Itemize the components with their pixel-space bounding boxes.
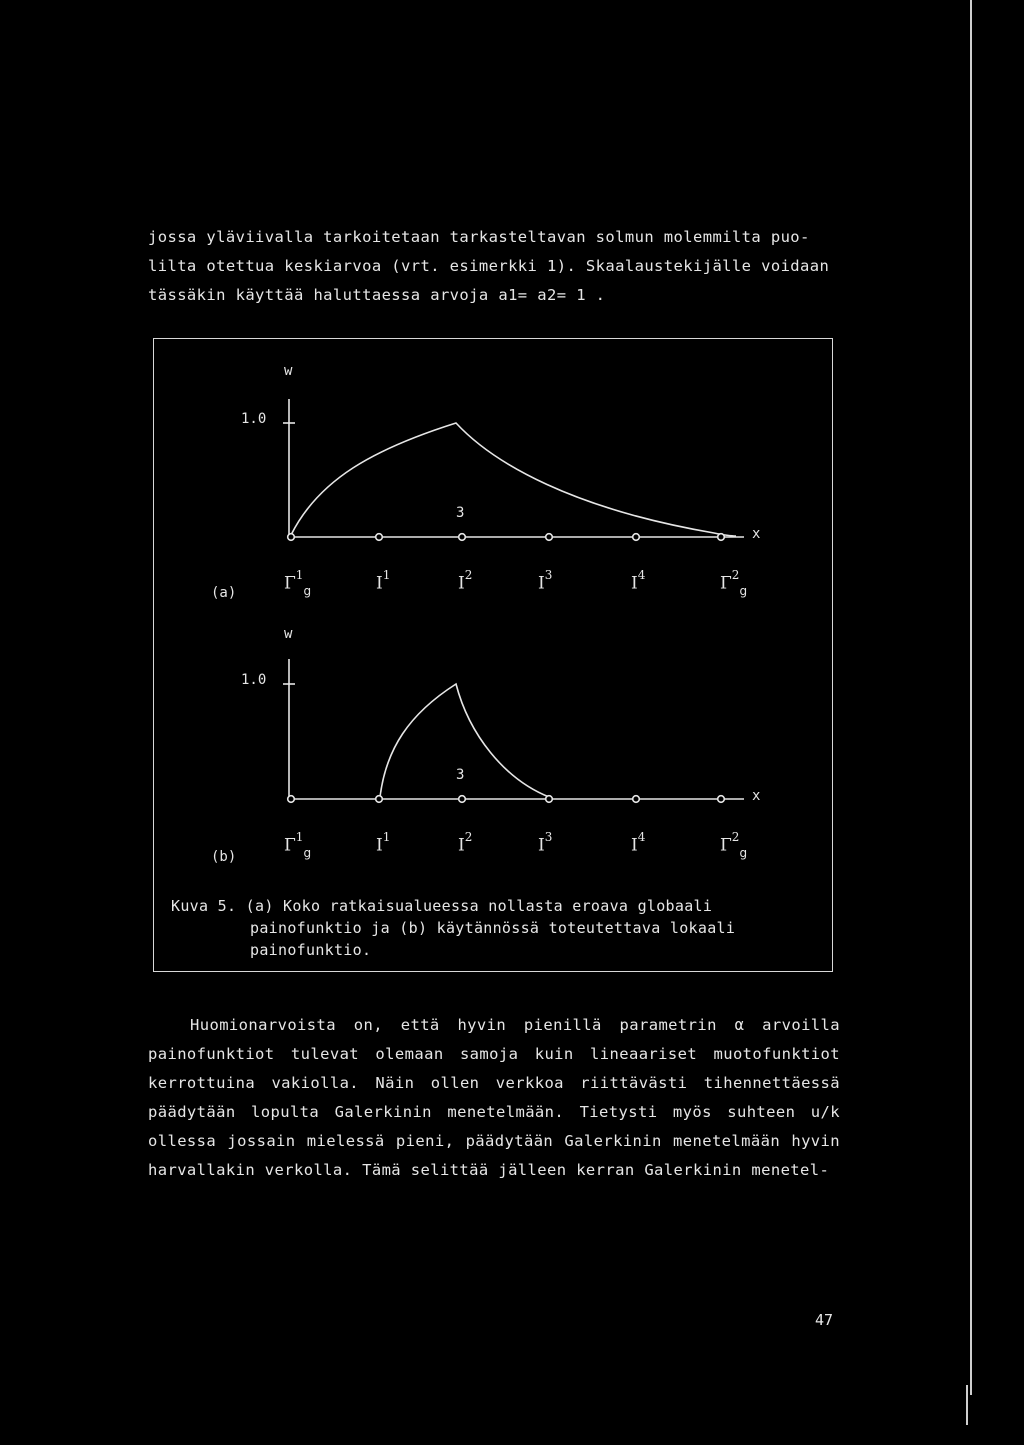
panel-label-b: (b) [211,849,237,865]
symbol-b-4: $I^4$ [631,830,646,856]
symbol-a-1: $I^1$ [376,568,391,594]
weight-curve-a [291,423,736,536]
symbol-a-5: $\Gamma^2_g$ [720,568,748,599]
node-number-label-a: 3 [456,505,465,521]
text-line: harvallakin verkolla. Tämä selittää jälleen kerran Galerkinin menetel- [148,1161,830,1179]
node-a-2 [459,534,466,541]
figure-plots [154,339,834,973]
scan-edge-line [970,0,972,1395]
symbol-b-2: $I^2$ [458,830,473,856]
node-b-4 [633,796,640,803]
caption-line-3: painofunktio. [250,941,372,959]
weight-curve-b [380,684,549,797]
node-a-1 [376,534,383,541]
text-line: ollessa jossain mielessä pieni, päädytään Galerkinin menetelmään hyvin [148,1132,840,1150]
axis-label-w-b: w [284,626,293,642]
text-line: lilta otettua keskiarvoa (vrt. esimerkki 1). Skaalaustekijälle voidaan [148,257,830,275]
text-line: Huomionarvoista on, että hyvin pienillä parametrin α arvoilla [190,1016,840,1034]
symbol-a-2: $I^2$ [458,568,473,594]
scan-edge-line-lower [966,1385,968,1425]
paragraph-top [148,223,840,310]
caption-line-2: painofunktio ja (b) käytännössä toteutettava lokaali [250,919,736,937]
node-b-1 [376,796,383,803]
figure-caption [171,895,735,961]
node-number-label-b: 3 [456,767,465,783]
paragraph-bottom [148,1011,840,1185]
figure-box [153,338,833,972]
node-b-5 [718,796,725,803]
text-line: tässäkin käyttää haluttaessa arvoja a1= a2= 1 . [148,286,606,304]
symbol-b-5: $\Gamma^2_g$ [720,830,748,861]
symbol-b-1: $I^1$ [376,830,391,856]
node-a-4 [633,534,640,541]
node-a-3 [546,534,553,541]
tick-label-b: 1.0 [241,672,267,688]
axis-label-x-a: x [752,526,761,542]
symbol-a-4: $I^4$ [631,568,646,594]
symbol-a-0: $\Gamma^1_g$ [284,568,312,599]
caption-line-1: Kuva 5. (a) Koko ratkaisualueessa nollasta eroava globaali [171,897,713,915]
node-b-2 [459,796,466,803]
text-line: päädytään lopulta Galerkinin menetelmään. Tietysti myös suhteen u/k [148,1103,840,1121]
axis-label-x-b: x [752,788,761,804]
symbol-b-3: $I^3$ [538,830,553,856]
page-number: 47 [815,1311,834,1329]
node-a-0 [288,534,295,541]
symbol-a-3: $I^3$ [538,568,553,594]
panel-label-a: (a) [211,585,237,601]
node-b-0 [288,796,295,803]
symbol-b-0: $\Gamma^1_g$ [284,830,312,861]
axis-label-w-a: w [284,363,293,379]
node-b-3 [546,796,553,803]
caption-prefix: Kuva 5. [171,897,237,915]
text-line: jossa yläviivalla tarkoitetaan tarkasteltavan solmun molemmilta puo- [148,228,810,246]
tick-label-a: 1.0 [241,411,267,427]
text-line: painofunktiot tulevat olemaan samoja kuin lineaariset muotofunktiot [148,1045,840,1063]
text-line: kerrottuina vakiolla. Näin ollen verkkoa riittävästi tihennettäessä [148,1074,840,1092]
node-a-5 [718,534,725,541]
